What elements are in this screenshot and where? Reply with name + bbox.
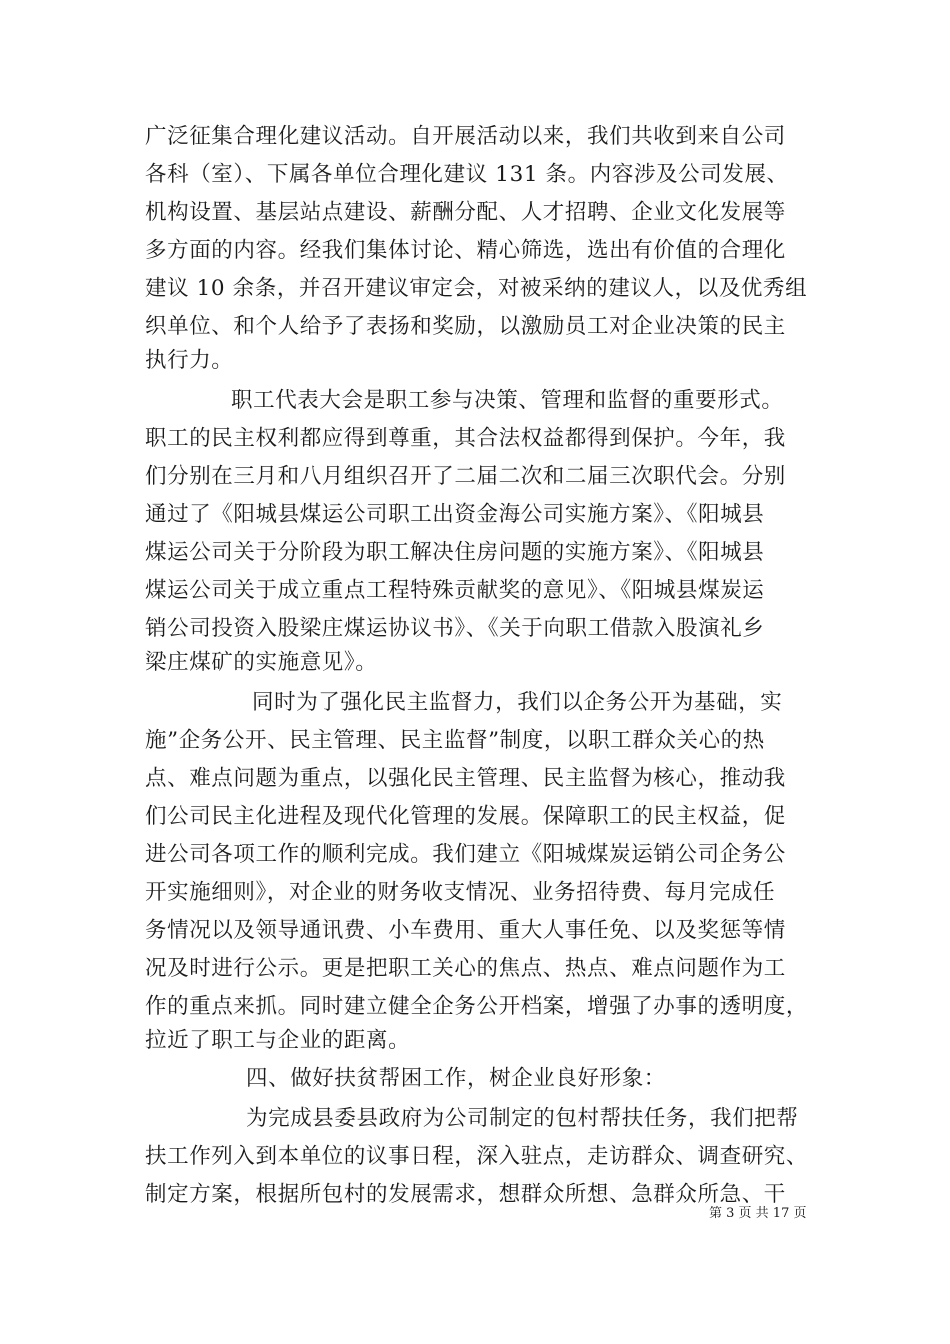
text-line: 多方面的内容。经我们集体讨论、精心筛选，选出有价值的合理化 bbox=[145, 238, 786, 263]
text-line: 扶工作列入到本单位的议事日程，深入驻点，走访群众、调查研究、 bbox=[145, 1144, 809, 1169]
text-line: 务情况以及领导通讯费、小车费用、重大人事任免、以及奖惩等情 bbox=[145, 918, 786, 943]
text-line: 们分别在三月和八月组织召开了二届二次和二届三次职代会。分别 bbox=[145, 464, 786, 489]
text-line: 况及时进行公示。更是把职工关心的焦点、热点、难点问题作为工 bbox=[145, 956, 786, 981]
text-line: 点、难点问题为重点，以强化民主管理、民主监督为核心，推动我 bbox=[145, 766, 786, 791]
text-line: 同时为了强化民主监督力，我们以企务公开为基础，实 bbox=[252, 690, 783, 715]
section-heading: 四、做好扶贫帮困工作，树企业良好形象： bbox=[246, 1066, 666, 1091]
text-line: 织单位、和个人给予了表扬和奖励，以激励员工对企业决策的民主 bbox=[145, 314, 786, 339]
text-line: 煤运公司关于成立重点工程特殊贡献奖的意见》、《阳城县煤炭运 bbox=[145, 578, 765, 603]
text-line: 为完成县委县政府为公司制定的包村帮扶任务，我们把帮 bbox=[246, 1106, 799, 1131]
text-line: 销公司投资入股梁庄煤运协议书》、《关于向职工借款入股演礼乡 bbox=[145, 616, 765, 641]
text-line: 进公司各项工作的顺利完成。我们建立《阳城煤炭运销公司企务公 bbox=[145, 842, 786, 867]
text-line: 职工的民主权利都应得到尊重，其合法权益都得到保护。今年，我 bbox=[145, 426, 786, 451]
text-line: 职工代表大会是职工参与决策、管理和监督的重要形式。 bbox=[231, 388, 784, 413]
text-line: 建议 10 余条，并召开建议审定会，对被采纳的建议人，以及优秀组 bbox=[145, 276, 808, 301]
text-line: 们公司民主化进程及现代化管理的发展。保障职工的民主权益，促 bbox=[145, 804, 786, 829]
text-line: 梁庄煤矿的实施意见》。 bbox=[145, 650, 378, 675]
text-line: 各科（室）、下属各单位合理化建议 131 条。内容涉及公司发展、 bbox=[145, 162, 789, 187]
text-line: 施”企务公开、民主管理、民主监督”制度，以职工群众关心的热 bbox=[145, 728, 765, 753]
text-line: 作的重点来抓。同时建立健全企务公开档案，增强了办事的透明度， bbox=[145, 994, 809, 1019]
text-line: 开实施细则》，对企业的财务收支情况、业务招待费、每月完成任 bbox=[145, 880, 776, 905]
text-line: 煤运公司关于分阶段为职工解决住房问题的实施方案》、《阳城县 bbox=[145, 540, 765, 565]
text-line: 制定方案，根据所包村的发展需求，想群众所想、急群众所急、干 bbox=[145, 1182, 786, 1207]
text-line: 广泛征集合理化建议活动。自开展活动以来，我们共收到来自公司 bbox=[145, 124, 786, 149]
text-line: 机构设置、基层站点建设、薪酬分配、人才招聘、企业文化发展等 bbox=[145, 200, 786, 225]
text-line: 执行力。 bbox=[145, 348, 234, 373]
page-number: 第 3 页 共 17 页 bbox=[709, 1206, 807, 1221]
text-line: 通过了《阳城县煤运公司职工出资金海公司实施方案》、《阳城县 bbox=[145, 502, 765, 527]
text-line: 拉近了职工与企业的距离。 bbox=[145, 1028, 411, 1053]
